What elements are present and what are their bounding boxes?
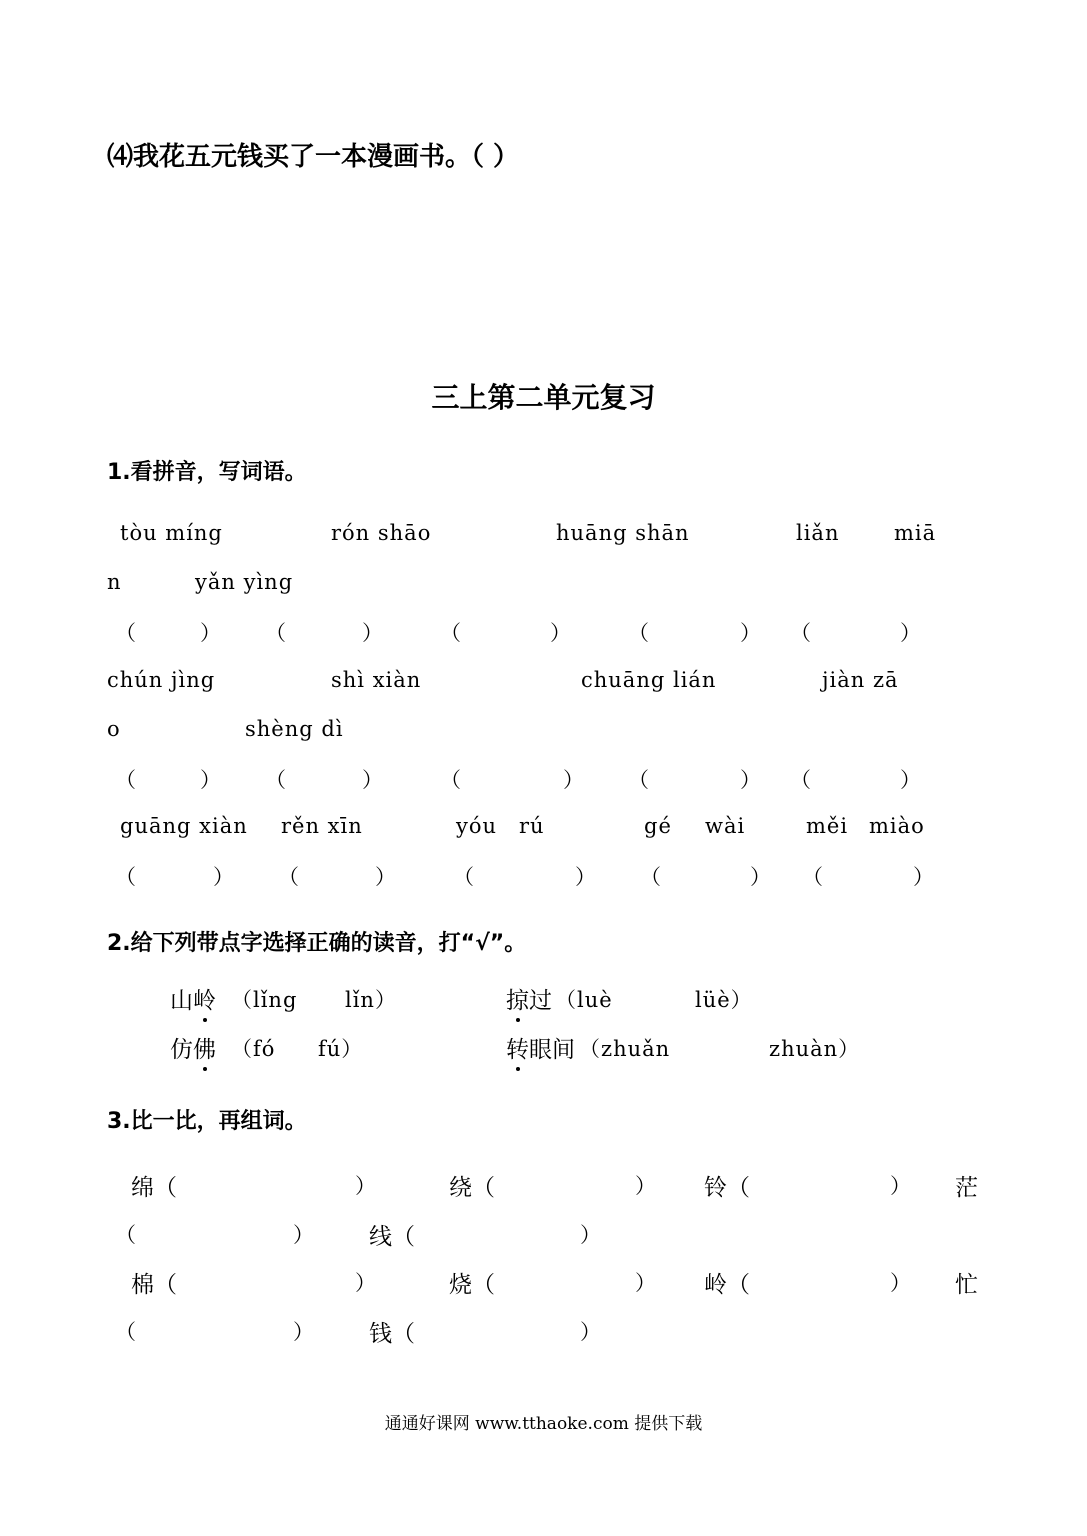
pinyin: rón shāo (331, 521, 432, 545)
paren-open: （ (790, 621, 811, 645)
pinyin: liǎn (796, 521, 840, 545)
paren-close: ） (355, 1271, 376, 1295)
pinyin: huāng shān (556, 521, 690, 545)
reading-option: zhuàn） (769, 1037, 861, 1061)
pinyin: yǎn yìng (195, 570, 294, 594)
char: 眼间 (529, 1037, 575, 1063)
paren-open: （ (115, 1223, 136, 1247)
paren-open: （ (265, 768, 286, 792)
pinyin: gé (644, 814, 672, 838)
paren-close: ） (900, 768, 921, 792)
reading-option: lǐn） (345, 988, 397, 1012)
pinyin: o (107, 717, 121, 741)
paren-close: ） (740, 768, 761, 792)
char: 山 (170, 988, 193, 1014)
paren-close: ） (563, 768, 584, 792)
page-footer: 通通好课网 www.tthaoke.com 提供下载 (384, 1414, 703, 1434)
paren-close: ） (635, 1174, 656, 1198)
paren-close: ） (890, 1271, 911, 1295)
paren-close: ） (362, 621, 383, 645)
paren-close: ） (200, 768, 221, 792)
paren-open: （ (640, 865, 661, 889)
paren-close: ） (740, 621, 761, 645)
paren-open: （ (802, 865, 823, 889)
compare-word: 铃（ (704, 1175, 750, 1201)
compare-word: 岭（ (704, 1272, 750, 1298)
pinyin: shèng dì (245, 717, 344, 741)
section1-heading: 1.看拼音，写词语。 (107, 460, 307, 485)
pinyin: yóu (456, 814, 498, 838)
reading-option: lüè） (695, 988, 753, 1012)
paren-close: ） (635, 1271, 656, 1295)
reading-option: fú） (318, 1037, 364, 1061)
paren-open: （ (440, 621, 461, 645)
pinyin: miā (894, 521, 937, 545)
pinyin: tòu míng (120, 521, 223, 545)
pinyin: guāng xiàn (120, 814, 248, 838)
paren-close: ） (213, 865, 234, 889)
paren-close: ） (550, 621, 571, 645)
compare-word: 绵（ (131, 1175, 177, 1201)
paren-close: ） (355, 1174, 376, 1198)
dotted-char: 转 (506, 1031, 529, 1064)
reading-option: （luè (555, 988, 613, 1012)
pinyin: měi (806, 814, 849, 838)
paren-open: （ (440, 768, 461, 792)
reading-option: （fó (231, 1037, 276, 1061)
paren-close: ） (890, 1174, 911, 1198)
section2-heading: 2.给下列带点字选择正确的读音，打“√”。 (107, 931, 527, 956)
pinyin: chuāng lián (581, 668, 717, 692)
pinyin: n (107, 570, 122, 594)
page-title: 三上第二单元复习 (431, 381, 656, 414)
paren-open: （ (278, 865, 299, 889)
paren-open: （ (790, 768, 811, 792)
dotted-char: 掠 (506, 982, 529, 1015)
compare-word: 线（ (369, 1224, 415, 1250)
compare-word: 棉（ (131, 1272, 177, 1298)
paren-close: ） (913, 865, 934, 889)
paren-open: （ (115, 621, 136, 645)
pinyin: wài (705, 814, 746, 838)
compare-word: 茫 (955, 1175, 978, 1201)
paren-open: （ (115, 1320, 136, 1344)
paren-close: ） (375, 865, 396, 889)
paren-open: （ (628, 768, 649, 792)
paren-open: （ (453, 865, 474, 889)
paren-open: （ (115, 865, 136, 889)
paren-open: （ (628, 621, 649, 645)
paren-close: ） (293, 1223, 314, 1247)
paren-open: （ (265, 621, 286, 645)
compare-word: 忙 (955, 1272, 978, 1298)
compare-word: 烧（ (449, 1272, 495, 1298)
word (506, 982, 552, 1015)
pinyin: chún jìng (107, 668, 216, 692)
dotted-char: 佛 (193, 1031, 216, 1064)
pinyin: rěn xīn (281, 814, 363, 838)
word (506, 1031, 575, 1064)
section3-heading: 3.比一比，再组词。 (107, 1109, 307, 1134)
reading-option: （zhuǎn (579, 1037, 671, 1061)
paren-close: ） (200, 621, 221, 645)
paren-close: ） (293, 1320, 314, 1344)
paren-close: ） (580, 1223, 601, 1247)
compare-word: 钱（ (369, 1321, 415, 1347)
question-4-sentence: ⑷我花五元钱买了一本漫画书。（ ） (107, 142, 520, 172)
paren-close: ） (362, 768, 383, 792)
pinyin: rú (519, 814, 545, 838)
paren-open: （ (115, 768, 136, 792)
paren-close: ） (750, 865, 771, 889)
word (170, 982, 216, 1015)
dotted-char: 岭 (193, 982, 216, 1015)
paren-close: ） (900, 621, 921, 645)
paren-close: ） (580, 1320, 601, 1344)
paren-close: ） (575, 865, 596, 889)
char: 过 (529, 988, 552, 1014)
char: 仿 (170, 1037, 193, 1063)
reading-option: （lǐng (231, 988, 298, 1012)
pinyin: jiàn zā (822, 668, 899, 692)
pinyin: miào (869, 814, 925, 838)
compare-word: 绕（ (449, 1175, 495, 1201)
pinyin: shì xiàn (331, 668, 422, 692)
word (170, 1031, 216, 1064)
